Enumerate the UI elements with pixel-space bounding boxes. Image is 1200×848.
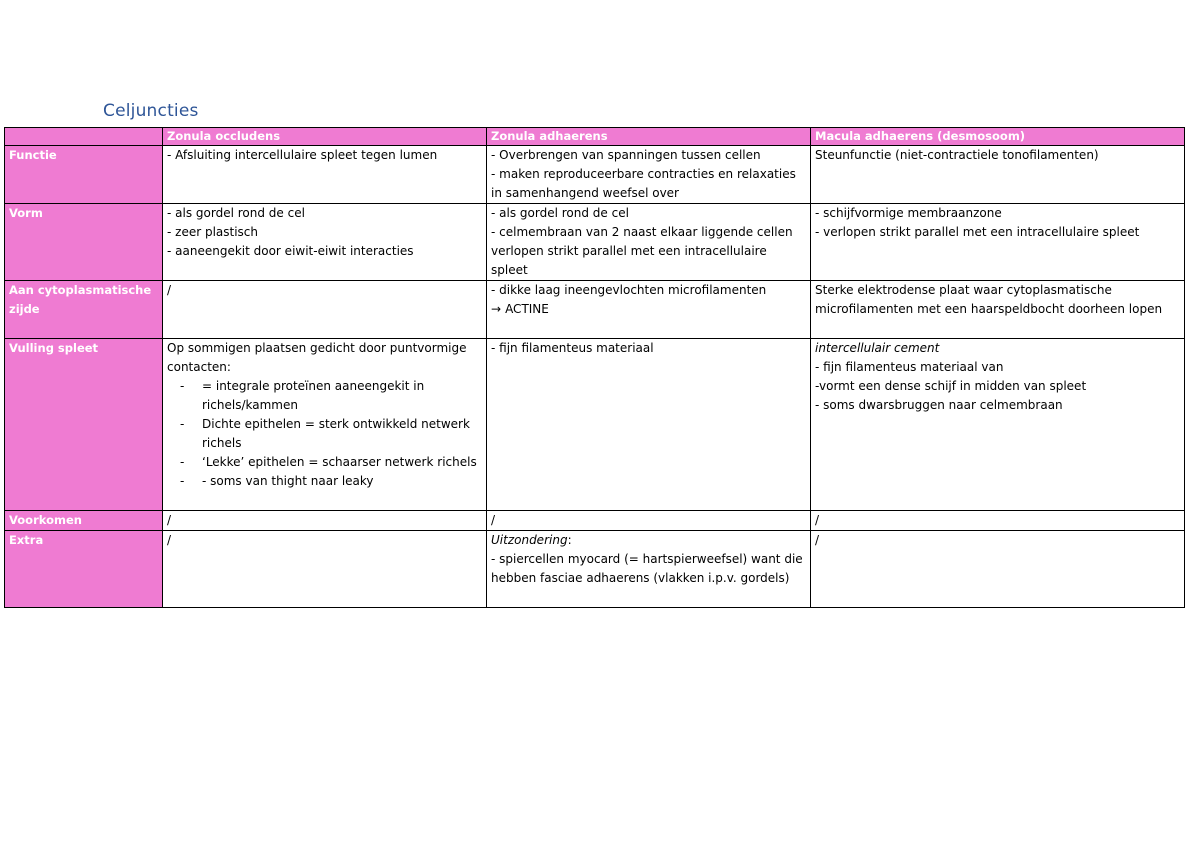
document-title: Celjuncties: [103, 101, 199, 121]
header-corner: [5, 128, 163, 146]
cell-text: - soms dwarsbruggen naar celmembraan: [815, 398, 1063, 412]
list-item: - = integrale proteïnen aaneengekit in richels/kammen: [167, 377, 483, 415]
cell-vulling-occludens: [163, 339, 487, 511]
cell-vorm-macula: [811, 204, 1185, 281]
dash-list: [167, 377, 483, 491]
cell-functie-macula: [811, 146, 1185, 204]
list-item: - - soms van thight naar leaky: [167, 472, 483, 491]
cell-cyto-adhaerens: [487, 281, 811, 339]
cell-text: -vormt een dense schijf in midden van spleet: [815, 379, 1087, 393]
cell-extra-macula: [811, 531, 1185, 608]
cell-cyto-occludens: [163, 281, 487, 339]
cell-vorm-adhaerens: [487, 204, 811, 281]
cell-text: - schijfvormige membraanzone: [815, 206, 1002, 220]
row-functie: [5, 146, 1185, 204]
cell-vorm-occludens: [163, 204, 487, 281]
list-item: - Dichte epithelen = sterk ontwikkeld netwerk richels: [167, 415, 483, 453]
arrow-line: [491, 300, 807, 319]
cell-text: :: [567, 533, 572, 547]
cell-extra-adhaerens: [487, 531, 811, 608]
cell-vulling-adhaerens: [487, 339, 811, 511]
cell-text: /: [167, 283, 172, 297]
cell-text: - dikke laag ineengevlochten microfilamenten: [491, 283, 767, 297]
header-zonula-occludens: Zonula occludens: [163, 128, 487, 146]
cell-text: /: [167, 513, 172, 527]
cell-text: - als gordel rond de cel: [491, 206, 629, 220]
cell-text: - celmembraan van 2 naast elkaar liggende cellen verlopen strikt parallel met een intracellulaire spleet: [491, 225, 793, 277]
list-item: - ‘Lekke’ epithelen = schaarser netwerk richels: [167, 453, 483, 472]
row-vorm: [5, 204, 1185, 281]
cell-text: - spiercellen myocard (= hartspierweefsel) want die hebben fasciae adhaerens (vlakken i.p.v. gordels): [491, 552, 803, 585]
cell-text: - als gordel rond de cel: [167, 206, 305, 220]
cell-voorkomen-macula: [811, 511, 1185, 531]
cell-text: Op sommigen plaatsen gedicht door puntvormige contacten:: [167, 341, 467, 374]
cell-extra-occludens: [163, 531, 487, 608]
cell-text: Steunfunctie (niet-contractiele tonofilamenten): [815, 148, 1099, 162]
row-label-functie: Functie: [5, 146, 163, 204]
cell-text: - fijn filamenteus materiaal: [491, 341, 654, 355]
cell-text: - Overbrengen van spanningen tussen cellen: [491, 148, 761, 162]
row-label-voorkomen: Voorkomen: [5, 511, 163, 531]
cell-cyto-macula: [811, 281, 1185, 339]
row-label-vorm: Vorm: [5, 204, 163, 281]
cell-voorkomen-adhaerens: [487, 511, 811, 531]
celjuncties-table: [4, 127, 1185, 608]
cell-text: - aaneengekit door eiwit-eiwit interacties: [167, 244, 414, 258]
header-macula-adhaerens: Macula adhaerens (desmosoom): [811, 128, 1185, 146]
cell-text: - fijn filamenteus materiaal van: [815, 360, 1004, 374]
cell-italic-text: Uitzondering: [491, 533, 568, 547]
header-zonula-adhaerens: Zonula adhaerens: [487, 128, 811, 146]
cell-text: - Afsluiting intercellulaire spleet tegen lumen: [167, 148, 438, 162]
cell-italic-text: intercellulair cement: [815, 341, 940, 355]
cell-text: - verlopen strikt parallel met een intracellulaire spleet: [815, 225, 1140, 239]
row-extra: [5, 531, 1185, 608]
arrow-right-icon: →: [491, 302, 502, 316]
row-vulling-spleet: [5, 339, 1185, 511]
cell-functie-adhaerens: [487, 146, 811, 204]
cell-functie-occludens: [163, 146, 487, 204]
row-label-cytoplasmatische-zijde: Aan cytoplasmatische zijde: [5, 281, 163, 339]
row-cytoplasmatische-zijde: [5, 281, 1185, 339]
header-row: [5, 128, 1185, 146]
cell-text: /: [815, 533, 820, 547]
row-voorkomen: [5, 511, 1185, 531]
cell-text: /: [815, 513, 820, 527]
cell-voorkomen-occludens: [163, 511, 487, 531]
actine-label: ACTINE: [505, 302, 549, 316]
row-label-vulling-spleet: Vulling spleet: [5, 339, 163, 511]
cell-text: Sterke elektrodense plaat waar cytoplasmatische microfilamenten met een haarspeldbocht doorheen lopen: [815, 283, 1163, 316]
cell-vulling-macula: [811, 339, 1185, 511]
cell-text: /: [491, 513, 496, 527]
uitzondering-line: [491, 531, 807, 550]
cell-text: - maken reproduceerbare contracties en relaxaties in samenhangend weefsel over: [491, 167, 796, 200]
cell-text: - zeer plastisch: [167, 225, 259, 239]
row-label-extra: Extra: [5, 531, 163, 608]
cell-text: /: [167, 533, 172, 547]
